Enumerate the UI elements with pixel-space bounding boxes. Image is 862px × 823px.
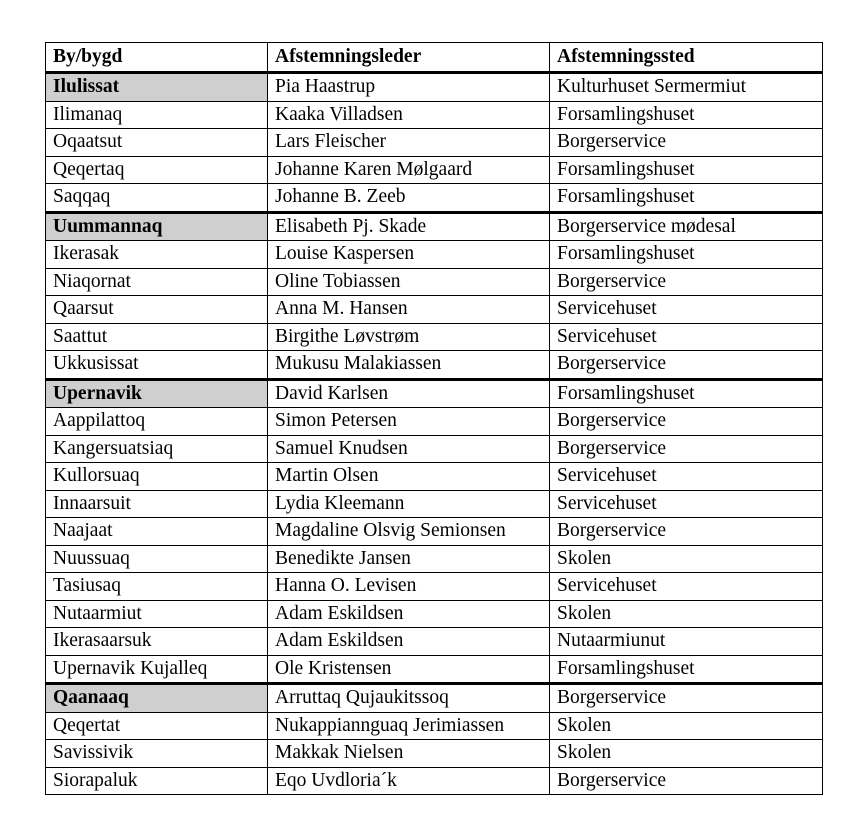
table-row [46,73,823,102]
table-row [46,268,823,296]
table-row [46,379,823,408]
table-row [46,767,823,795]
location-cell: Borgerservice [550,129,823,157]
leader-cell: Birgithe Løvstrøm [268,323,550,351]
header-row [46,43,823,73]
leader-cell: Kaaka Villadsen [268,101,550,129]
leader-cell: Oline Tobiassen [268,268,550,296]
leader-cell: Makkak Nielsen [268,740,550,768]
town-cell: Kullorsuaq [46,463,268,491]
location-cell: Servicehuset [550,573,823,601]
location-cell: Servicehuset [550,463,823,491]
leader-cell: Anna M. Hansen [268,296,550,324]
town-cell: Nutaarmiut [46,600,268,628]
table-row [46,712,823,740]
leader-cell: Johanne B. Zeeb [268,184,550,213]
location-cell: Borgerservice mødesal [550,212,823,241]
town-cell: Niaqornat [46,268,268,296]
town-cell: Qaanaaq [46,684,268,713]
town-cell: Qeqertaq [46,156,268,184]
location-cell: Borgerservice [550,351,823,380]
table-row [46,296,823,324]
town-cell: Saqqaq [46,184,268,213]
leader-cell: Samuel Knudsen [268,435,550,463]
location-cell: Forsamlingshuset [550,184,823,213]
location-cell: Forsamlingshuset [550,101,823,129]
table-row [46,408,823,436]
town-cell: Upernavik [46,379,268,408]
location-cell: Skolen [550,712,823,740]
table-row [46,323,823,351]
leader-cell: Ole Kristensen [268,655,550,684]
polling-table [45,42,823,795]
leader-cell: Louise Kaspersen [268,241,550,269]
town-cell: Uummannaq [46,212,268,241]
town-cell: Tasiusaq [46,573,268,601]
table-row [46,156,823,184]
town-cell: Ilulissat [46,73,268,102]
table-row [46,518,823,546]
location-cell: Servicehuset [550,296,823,324]
location-cell: Servicehuset [550,490,823,518]
table-row [46,184,823,213]
location-cell: Servicehuset [550,323,823,351]
town-cell: Kangersuatsiaq [46,435,268,463]
town-cell: Qaarsut [46,296,268,324]
location-cell: Borgerservice [550,518,823,546]
leader-cell: Lars Fleischer [268,129,550,157]
header-location: Afstemningssted [550,43,823,73]
leader-cell: Magdaline Olsvig Semionsen [268,518,550,546]
leader-cell: David Karlsen [268,379,550,408]
town-cell: Aappilattoq [46,408,268,436]
location-cell: Borgerservice [550,268,823,296]
leader-cell: Benedikte Jansen [268,545,550,573]
leader-cell: Elisabeth Pj. Skade [268,212,550,241]
leader-cell: Martin Olsen [268,463,550,491]
header-town: By/bygd [46,43,268,73]
town-cell: Ikerasaarsuk [46,628,268,656]
location-cell: Forsamlingshuset [550,655,823,684]
leader-cell: Hanna O. Levisen [268,573,550,601]
table-row [46,490,823,518]
table-row [46,351,823,380]
town-cell: Ilimanaq [46,101,268,129]
town-cell: Siorapaluk [46,767,268,795]
location-cell: Kulturhuset Sermermiut [550,73,823,102]
leader-cell: Simon Petersen [268,408,550,436]
location-cell: Skolen [550,740,823,768]
location-cell: Forsamlingshuset [550,241,823,269]
town-cell: Naajaat [46,518,268,546]
town-cell: Ikerasak [46,241,268,269]
table-row [46,655,823,684]
table-body [46,73,823,795]
town-cell: Nuussuaq [46,545,268,573]
leader-cell: Arruttaq Qujaukitssoq [268,684,550,713]
leader-cell: Pia Haastrup [268,73,550,102]
location-cell: Borgerservice [550,408,823,436]
location-cell: Nutaarmiunut [550,628,823,656]
location-cell: Borgerservice [550,767,823,795]
town-cell: Saattut [46,323,268,351]
table-row [46,684,823,713]
town-cell: Qeqertat [46,712,268,740]
town-cell: Oqaatsut [46,129,268,157]
table-row [46,241,823,269]
table-row [46,740,823,768]
location-cell: Skolen [550,600,823,628]
table-row [46,101,823,129]
location-cell: Borgerservice [550,435,823,463]
table-row [46,545,823,573]
location-cell: Skolen [550,545,823,573]
leader-cell: Mukusu Malakiassen [268,351,550,380]
table-row [46,212,823,241]
leader-cell: Adam Eskildsen [268,600,550,628]
town-cell: Upernavik Kujalleq [46,655,268,684]
leader-cell: Eqo Uvdloria´k [268,767,550,795]
table-row [46,463,823,491]
table-row [46,600,823,628]
leader-cell: Lydia Kleemann [268,490,550,518]
location-cell: Forsamlingshuset [550,156,823,184]
header-leader: Afstemningsleder [268,43,550,73]
town-cell: Savissivik [46,740,268,768]
table-row [46,628,823,656]
town-cell: Ukkusissat [46,351,268,380]
table-row [46,129,823,157]
leader-cell: Johanne Karen Mølgaard [268,156,550,184]
table-row [46,573,823,601]
leader-cell: Adam Eskildsen [268,628,550,656]
town-cell: Innaarsuit [46,490,268,518]
location-cell: Borgerservice [550,684,823,713]
table-row [46,435,823,463]
location-cell: Forsamlingshuset [550,379,823,408]
leader-cell: Nukappiannguaq Jerimiassen [268,712,550,740]
